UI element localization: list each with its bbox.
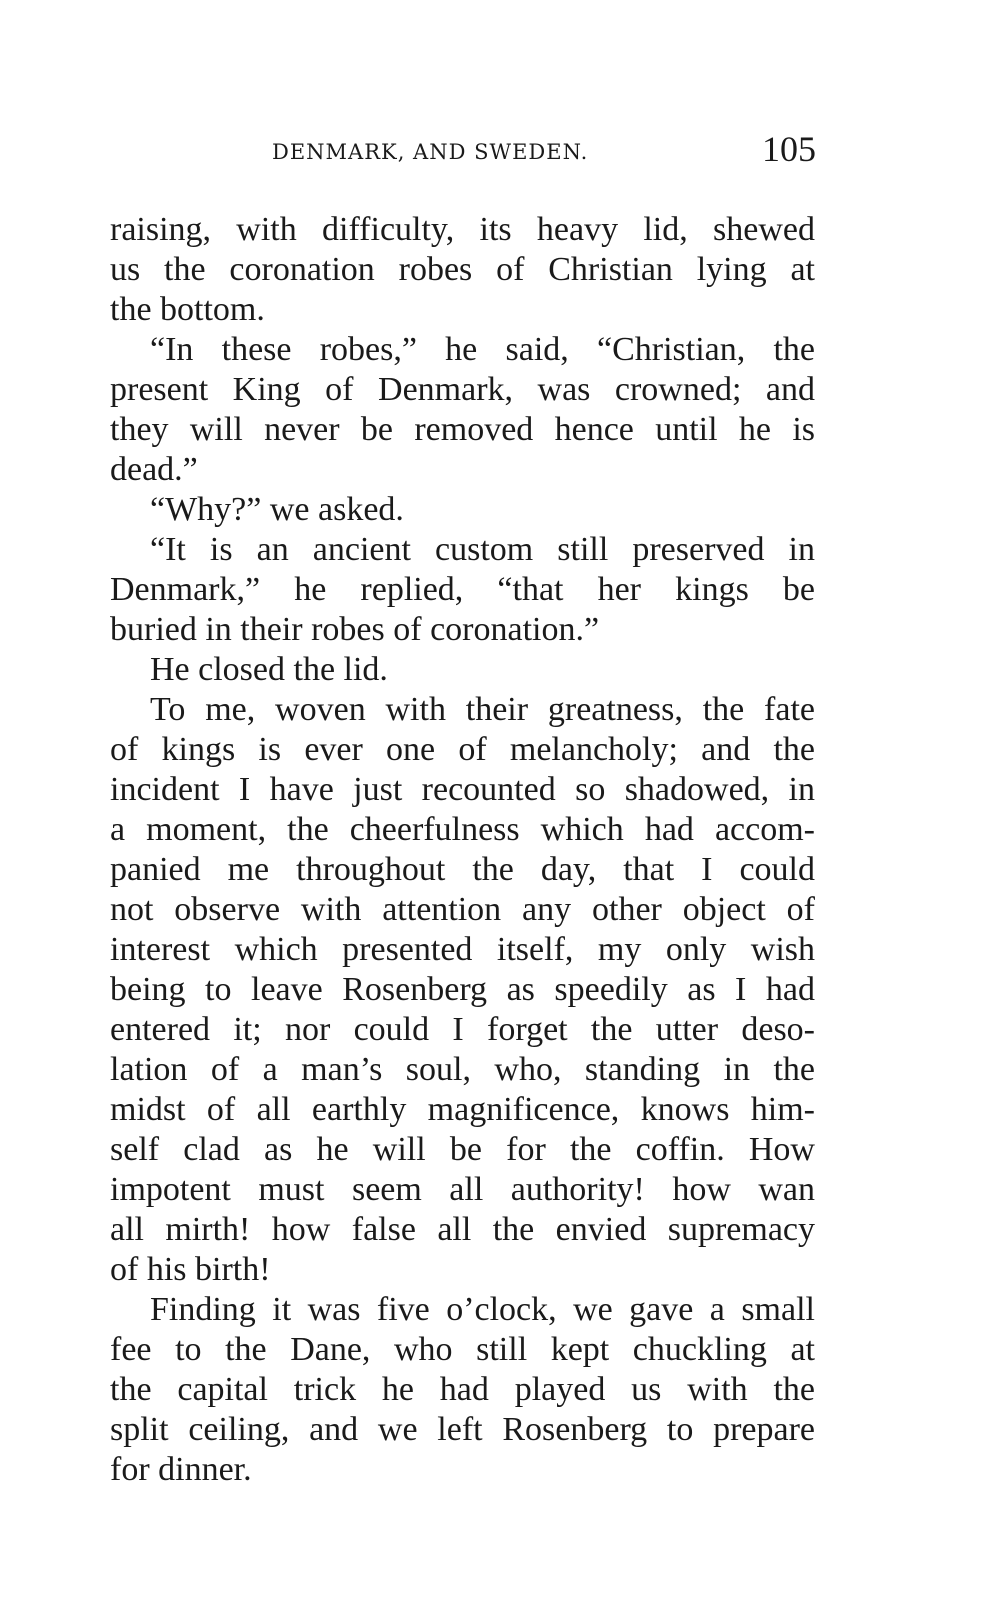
text-line: To me, woven with their greatness, the fate (150, 691, 815, 728)
text-line: interest which presented itself, my only wish (110, 931, 815, 968)
text-line: split ceiling, and we left Rosenberg to prepare (110, 1411, 815, 1448)
page-number: 105 (762, 129, 816, 169)
text-line: all mirth! how false all the envied supremacy (110, 1211, 815, 1248)
text-line: self clad as he will be for the coffin. How (110, 1131, 815, 1168)
text-line: impotent must seem all authority! how wan (110, 1171, 815, 1208)
text-line: “Why?” we asked. (150, 491, 404, 528)
text-line: the bottom. (110, 291, 265, 328)
text-line: lation of a man’s soul, who, standing in the (110, 1051, 815, 1088)
text-line: being to leave Rosenberg as speedily as I had (110, 971, 815, 1008)
text-line: the capital trick he had played us with the (110, 1371, 815, 1408)
text-line: He closed the lid. (150, 651, 388, 688)
text-line: incident I have just recounted so shadowed, in (110, 771, 815, 808)
text-line: present King of Denmark, was crowned; and (110, 371, 815, 408)
text-line: fee to the Dane, who still kept chuckling at (110, 1331, 815, 1368)
text-line: “In these robes,” he said, “Christian, the (150, 331, 815, 368)
text-line: of his birth! (110, 1251, 271, 1288)
body-text (110, 210, 815, 1490)
text-line: buried in their robes of coronation.” (110, 611, 600, 648)
text-line: entered it; nor could I forget the utter deso- (110, 1011, 815, 1048)
text-line: us the coronation robes of Christian lying at (110, 251, 815, 288)
page-header (110, 128, 820, 178)
text-line: Finding it was five o’clock, we gave a small (150, 1291, 815, 1328)
text-line: midst of all earthly magnificence, knows him- (110, 1091, 815, 1128)
text-line: a moment, the cheerfulness which had accom- (110, 811, 815, 848)
text-line: for dinner. (110, 1451, 252, 1488)
text-line: not observe with attention any other object of (110, 891, 815, 928)
text-line: panied me throughout the day, that I could (110, 851, 815, 888)
text-line: of kings is ever one of melancholy; and the (110, 731, 815, 768)
text-line: raising, with difficulty, its heavy lid, shewed (110, 211, 815, 248)
text-line: Denmark,” he replied, “that her kings be (110, 571, 815, 608)
text-line: they will never be removed hence until he is (110, 411, 815, 448)
text-line: “It is an ancient custom still preserved in (150, 531, 815, 568)
text-line: dead.” (110, 451, 198, 488)
running-title: DENMARK, AND SWEDEN. (272, 140, 589, 164)
